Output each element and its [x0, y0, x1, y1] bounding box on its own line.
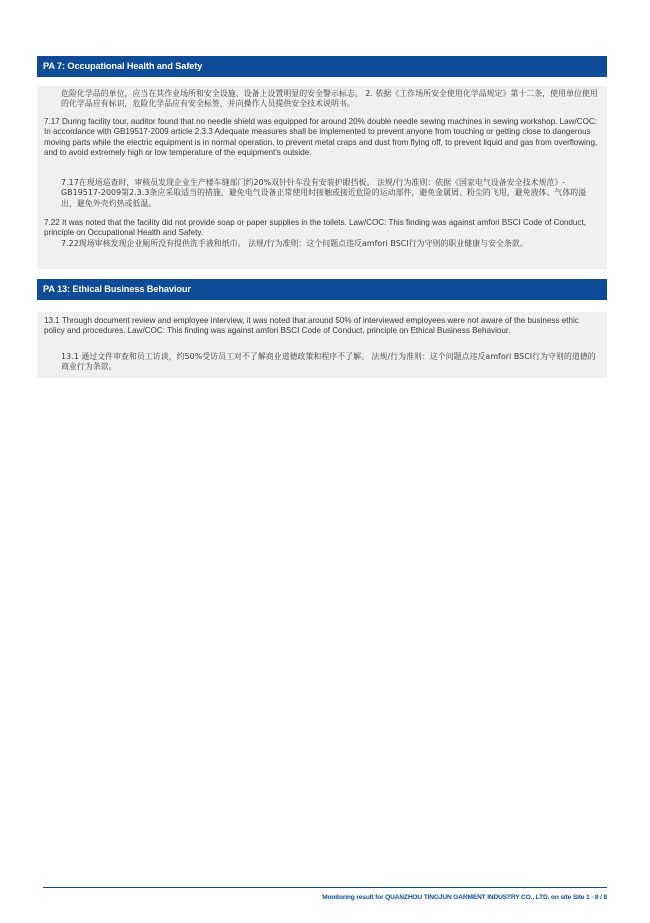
- paragraph-pa7-zh-continued: 危险化学品的单位，应当在其作业场所和安全设施、设备上设置明显的安全警示标志。 2. 依据《工作场所安全使用化学品规定》第十二条，使用单位使用的化学品应有标识，危险化学品应有安全标签，并向操作人员提供安全技术说明书。: [61, 89, 598, 109]
- footer-text: Monitoring result for QUANZHOU TINGJUN GARMENT INDUSTRY CO., LTD. on site Site 1 - 8 / 8: [322, 894, 607, 901]
- section-body-pa13: [37, 312, 607, 378]
- finding-13-1-zh: 13.1 通过文件审查和员工访谈，约50%受访员工对不了解商业道德政策和程序不了解。 法规/行为准则：这个问题点违反amfori BSCI行为守则的道德的商业行为条款。: [61, 352, 596, 372]
- finding-7-17-en: 7.17 During facility tour, auditor found that no needle shield was equipped for around 20% double needle sewing machines in sewing workshop. Law/COC: In accordance with GB19517-2009 article 2.3.3 Adequate measures shall be implemented to prevent anyone from touching or getting close to dangerous moving parts while the electric equipment is in normal operation, to prevent metal craps and dust from flying off, to prevent liquid and gas from overflowing, and to avoid extremely high or low temperature of the equipment's outside.: [44, 117, 598, 157]
- section-body-pa7: [37, 86, 607, 269]
- finding-13-1-en: 13.1 Through document review and employee interview, it was noted that around 50% of interviewed employees were not aware of the business ethic policy and procedures. Law/COC: This finding was against amfori BSCI Code of Conduct, principle on Ethical Business Behaviour.: [44, 316, 579, 336]
- section-header-pa13: PA 13: Ethical Business Behaviour: [37, 279, 607, 300]
- finding-7-22-en: 7.22 It was noted that the facility did not provide soap or paper supplies in the toilets. Law/COC: This finding was against amfori BSCI Code of Conduct, principle on Occupational Health and Safety.: [44, 218, 586, 238]
- section-header-pa7: PA 7: Occupational Health and Safety: [37, 56, 607, 77]
- finding-7-17-zh: 7.17在现场巡查时，审核员发现企业生产楼车缝部门约20%双针针车没有安装护眼挡板。 法规/行为准则：依据《国家电气设备安全技术规范》-GB19517-2009第2.3.3条应采取适当的措施，避免电气设备正常使用时接触或接近危险的运动部件，避免金属屑、粉尘的飞甩，避免液体、气体的溢出，避免外壳灼热或低温。: [61, 178, 587, 208]
- footer-divider: [43, 887, 607, 888]
- finding-7-22-zh: 7.22现场审核发现企业厕所没有提供洗手液和纸巾。 法规/行为准则：这个问题点违反amfori BSCI行为守则的职业健康与安全条款。: [61, 239, 528, 248]
